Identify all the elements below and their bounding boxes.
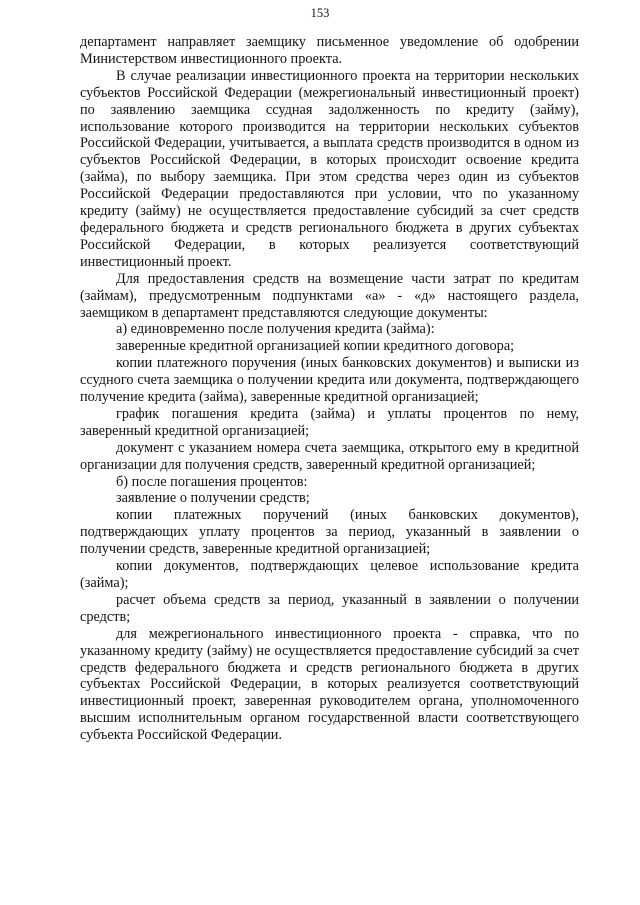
paragraph-interregional-project: В случае реализации инвестиционного проекта на территории нескольких субъектов Российской Федерации (межрегиональный инвестиционный проект) по заявлению заемщика ссудная задолженность по кредиту (займу), использование которого производится на территории нескольких субъектов Российской Федерации, учитывается, а выплата средств производится в одном из субъектов Российской Федерации, в которых происходит освоение кредита (займа), по выбору заемщика. При этом средства через один из субъектов Российской Федерации предоставляются при условии, что по указанному кредиту (займу) не осуществляется предоставление субсидий за счет средств федерального бюджета и средств регионального бюджета в других субъектах Российской Федерации, в которых реализуется соответствующий инвестиционный проект. [80, 67, 579, 270]
document-body [80, 34, 579, 744]
paragraph-interest-payment-copies: копии платежных поручений (иных банковских документов), подтверждающих уплату процентов за период, указанный в заявлении о получении средств, заверенные кредитной организацией; [80, 507, 579, 558]
paragraph-documents-intro: Для предоставления средств на возмещение части затрат по кредитам (займам), предусмотренным подпунктами «а» - «д» настоящего раздела, заемщиком в департамент представляются следующие документы: [80, 270, 579, 321]
paragraph-approval-notice: департамент направляет заемщику письменное уведомление об одобрении Министерством инвестиционного проекта. [80, 34, 579, 67]
paragraph-payment-order-copies: копии платежного поручения (иных банковских документов) и выписки из ссудного счета заемщика о получении кредита или документа, подтверждающего получение кредита (займа), заверенные кредитной организацией; [80, 355, 579, 406]
paragraph-application: заявление о получении средств; [116, 490, 310, 507]
paragraph-account-number-document: документ с указанием номера счета заемщика, открытого ему в кредитной организации для получения средств, заверенный кредитной организацией; [80, 439, 579, 473]
paragraph-target-use-documents: копии документов, подтверждающих целевое использование кредита (займа); [80, 558, 579, 591]
paragraph-loan-agreement-copies: заверенные кредитной организацией копии кредитного договора; [116, 338, 515, 355]
page-number: 153 [310, 6, 330, 20]
paragraph-item-a-heading: а) единовременно после получения кредита (займа): [116, 321, 435, 338]
paragraph-repayment-schedule: график погашения кредита (займа) и уплаты процентов по нему, заверенный кредитной организацией; [80, 405, 579, 439]
paragraph-interregional-certificate: для межрегионального инвестиционного проекта - справка, что по указанному кредиту (займу) не осуществляется предоставление субсидий за счет средств федерального бюджета и средств регионального бюджета в других субъектах Российской Федерации, в которых реализуется соответствующий инвестиционный проект, заверенная руководителем органа, уполномоченного высшим исполнительным органом государственной власти соответствующего субъекта Российской Федерации. [80, 625, 579, 744]
paragraph-item-b-heading: б) после погашения процентов: [116, 473, 308, 490]
paragraph-funds-calculation: расчет объема средств за период, указанный в заявлении о получении средств; [80, 591, 579, 625]
